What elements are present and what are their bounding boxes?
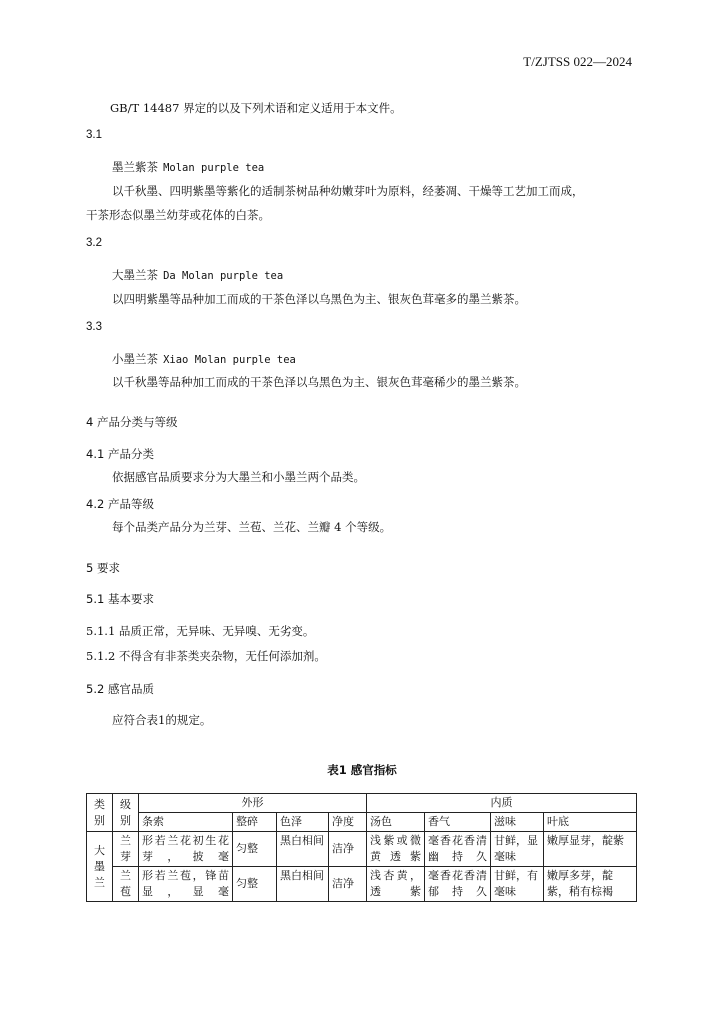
term-number: 3.2	[86, 237, 102, 249]
table-cell: 浅杏黄，透紫	[367, 867, 425, 902]
term-english-name: Xiao Molan purple tea	[163, 354, 296, 366]
subsection-heading: 5.1 基本要求	[86, 592, 154, 606]
subsection-heading: 4.1 产品分类	[86, 447, 154, 461]
table-cell: 洁净	[329, 832, 367, 867]
table-cell: 毫香花香清幽持久	[425, 832, 491, 867]
subheader-cell: 汤色	[367, 813, 425, 832]
term-heading	[112, 156, 264, 175]
term-definition: 以千秋墨等品种加工而成的干茶色泽以乌黑色为主、银灰色茸毫稀少的墨兰紫茶。	[112, 375, 526, 389]
subsection-text: 依据感官品质要求分为大墨兰和小墨兰两个品类。	[112, 470, 365, 484]
term-heading	[112, 264, 283, 283]
term-english-name: Da Molan purple tea	[163, 270, 284, 282]
table-cell: 毫香花香清郁持久	[425, 867, 491, 902]
term-definition: 以千秋墨、四明紫墨等紫化的适制茶树品种幼嫩芽叶为原料，经萎凋、干燥等工艺加工而成，	[112, 184, 584, 198]
intro-paragraph: GB/T 14487 界定的以及下列术语和定义适用于本文件。	[110, 101, 402, 115]
subheader-cell: 滋味	[491, 813, 544, 832]
table-caption: 表1 感官指标	[327, 763, 397, 777]
term-number: 3.3	[86, 321, 102, 333]
table-row	[87, 832, 637, 867]
term-number: 3.1	[86, 129, 102, 141]
section-heading: 5 要求	[86, 561, 120, 575]
term-definition: 以四明紫墨等品种加工而成的干茶色泽以乌黑色为主、银灰色茸毫多的墨兰紫茶。	[112, 292, 526, 306]
subheader-cell: 香气	[425, 813, 491, 832]
subheader-cell: 净度	[329, 813, 367, 832]
table-cell: 嫩厚多芽，靛紫，稍有棕褐	[544, 867, 637, 902]
table-cell: 匀整	[233, 832, 277, 867]
header-interior: 内质	[367, 794, 637, 813]
header-appearance: 外形	[139, 794, 367, 813]
table-cell: 嫩厚显芽，靛紫	[544, 832, 637, 867]
subsection-text: 每个品类产品分为兰芽、兰苞、兰花、兰瓣 4 个等级。	[112, 520, 392, 534]
table-cell: 甘鲜，有毫味	[491, 867, 544, 902]
term-english-name: Molan purple tea	[163, 162, 265, 174]
standard-number: T/ZJTSS 022—2024	[523, 54, 632, 69]
subsection-text: 应符合表1的规定。	[112, 713, 212, 727]
table-row	[87, 867, 637, 902]
table-cell: 形若兰花初生花芽，披毫	[139, 832, 233, 867]
grade-cell: 兰苞	[113, 867, 139, 902]
sensory-table	[86, 793, 637, 902]
table-header-row	[87, 794, 637, 813]
table-subheader-row	[87, 813, 637, 832]
table-cell: 形若兰苞，锋苗显，显毫	[139, 867, 233, 902]
term-heading	[112, 348, 296, 367]
clause-text: 5.1.2 不得含有非茶类夹杂物，无任何添加剂。	[86, 649, 326, 663]
table-cell: 浅紫或微黄透紫	[367, 832, 425, 867]
header-category: 类别	[87, 794, 113, 832]
table-cell: 洁净	[329, 867, 367, 902]
term-chinese-name: 小墨兰茶	[112, 352, 158, 366]
table-cell: 甘鲜，显毫味	[491, 832, 544, 867]
term-definition-continued: 干茶形态似墨兰幼芽或花体的白茶。	[86, 208, 270, 222]
subsection-heading: 4.2 产品等级	[86, 497, 154, 511]
subheader-cell: 叶底	[544, 813, 637, 832]
category-cell: 大墨兰	[87, 832, 113, 902]
table-cell: 匀整	[233, 867, 277, 902]
subheader-cell: 条索	[139, 813, 233, 832]
subheader-cell: 整碎	[233, 813, 277, 832]
subsection-heading: 5.2 感官品质	[86, 682, 154, 696]
term-chinese-name: 墨兰紫茶	[112, 160, 158, 174]
table-cell: 黑白相间	[277, 867, 329, 902]
grade-cell: 兰芽	[113, 832, 139, 867]
header-grade: 级别	[113, 794, 139, 832]
term-chinese-name: 大墨兰茶	[112, 268, 158, 282]
subheader-cell: 色泽	[277, 813, 329, 832]
table-cell: 黑白相间	[277, 832, 329, 867]
section-heading: 4 产品分类与等级	[86, 415, 178, 429]
clause-text: 5.1.1 品质正常，无异味、无异嗅、无劣变。	[86, 624, 315, 638]
